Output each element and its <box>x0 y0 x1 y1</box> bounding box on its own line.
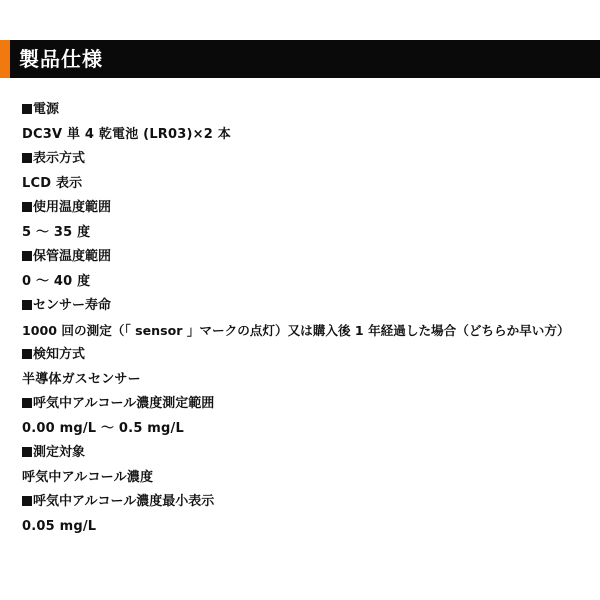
spec-label-text: 保管温度範囲 <box>33 249 112 264</box>
spec-value-display: LCD 表示 <box>22 175 83 191</box>
spec-label-text: 検知方式 <box>33 347 86 362</box>
spec-value-operating-temp: 5 ～ 35 度 <box>22 224 91 240</box>
spec-label-measurement-range <box>22 392 592 417</box>
square-bullet-icon <box>22 447 32 457</box>
spec-value-power: DC3V 単 4 乾電池 (LR03)×2 本 <box>22 126 231 142</box>
spec-label-min-display <box>22 490 592 515</box>
square-bullet-icon <box>22 153 32 163</box>
spec-label-power <box>22 98 592 123</box>
spec-label-text: 表示方式 <box>33 151 86 166</box>
section-header <box>0 40 600 78</box>
spec-label-text: 呼気中アルコール濃度測定範囲 <box>33 396 215 411</box>
spec-label-text: センサー寿命 <box>33 298 112 313</box>
section-title: 製品仕様 <box>19 47 103 71</box>
spec-value-detection-method: 半導体ガスセンサー <box>22 371 141 387</box>
spec-label-storage-temp <box>22 245 592 270</box>
square-bullet-icon <box>22 251 32 261</box>
spec-label-text: 呼気中アルコール濃度最小表示 <box>33 494 215 509</box>
spec-label-text: 使用温度範囲 <box>33 200 112 215</box>
spec-label-operating-temp <box>22 196 592 221</box>
square-bullet-icon <box>22 496 32 506</box>
spec-value-storage-temp: 0 ～ 40 度 <box>22 273 91 289</box>
spec-label-display <box>22 147 592 172</box>
spec-list <box>22 98 592 539</box>
spec-value-measurement-target: 呼気中アルコール濃度 <box>22 469 154 485</box>
spec-label-text: 測定対象 <box>33 445 86 460</box>
spec-value-sensor-life: 1000 回の測定（「 sensor 」マークの点灯）又は購入後 1 年経過した場合（どちらか早い方） <box>22 322 570 338</box>
spec-label-measurement-target <box>22 441 592 466</box>
square-bullet-icon <box>22 349 32 359</box>
square-bullet-icon <box>22 104 32 114</box>
header-accent-stripe <box>0 40 10 78</box>
spec-label-detection-method <box>22 343 592 368</box>
spec-value-measurement-range: 0.00 mg/L ～ 0.5 mg/L <box>22 420 184 436</box>
spec-label-sensor-life <box>22 294 592 319</box>
square-bullet-icon <box>22 202 32 212</box>
spec-label-text: 電源 <box>33 102 60 117</box>
spec-value-min-display: 0.05 mg/L <box>22 518 97 534</box>
square-bullet-icon <box>22 300 32 310</box>
square-bullet-icon <box>22 398 32 408</box>
